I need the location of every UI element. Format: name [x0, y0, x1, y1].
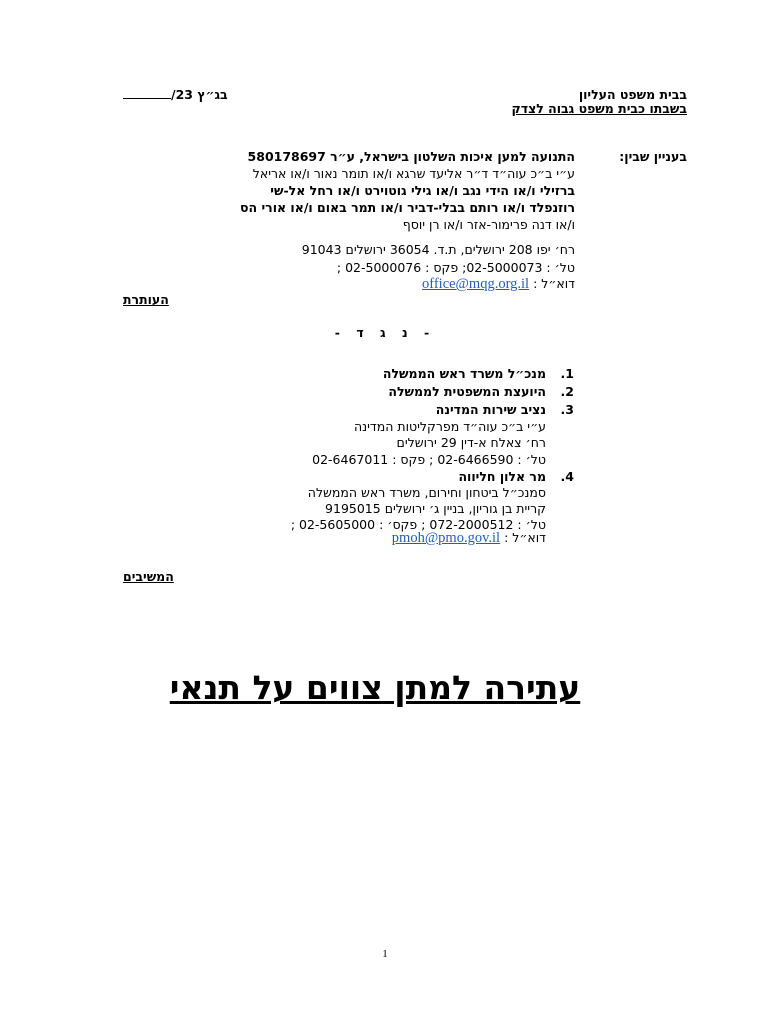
respondent-name: מר אלון חליווה: [458, 469, 546, 484]
respondent-detail: סמנכ״ל ביטחון וחירום, משרד ראש הממשלה: [307, 485, 546, 500]
page-number: 1: [382, 948, 388, 960]
petitioner-address: רח׳ יפו 208 ירושלים, ת.ד. 36054 ירושלים 91043: [301, 242, 575, 257]
respondent-email-link[interactable]: pmoh@pmo.gov.il: [391, 530, 501, 546]
petitioner-phone: טל׳ : 02-5000073; פקס : 02-5000076 ;: [336, 260, 575, 275]
case-number-blank: [123, 87, 171, 99]
email-label: דוא״ל :: [533, 276, 575, 291]
respondent-number: 1.: [560, 366, 574, 381]
petitioner-email-row: [422, 276, 575, 293]
respondent-name: נציב שירות המדינה: [435, 402, 546, 417]
respondent-detail: קריית בן גוריון, בניין ג׳ ירושלים 9195015: [325, 501, 546, 516]
respondent-number: 2.: [560, 384, 574, 399]
respondent-detail: טל׳ : 02-6466590 ; פקס : 02-6467011: [312, 452, 546, 467]
respondent-name: מנכ״ל משרד ראש הממשלה: [382, 366, 546, 381]
petitioner-role: העותרת: [123, 292, 169, 307]
court-name: בבית משפט העליון: [578, 87, 687, 102]
petitioner-counsel-line: ו/או דנה פרימור-אזר ו/או רן יוסף: [402, 217, 575, 232]
versus-separator: - נ ג ד -: [334, 325, 436, 340]
respondent-detail: רח׳ צאלח א-דין 29 ירושלים: [396, 435, 546, 450]
email-label: דוא״ל :: [504, 530, 546, 545]
respondent-email-row: [392, 530, 546, 547]
case-number-prefix: בג״ץ 23/: [171, 87, 228, 102]
document-title: עתירה למתן צווים על תנאי: [169, 668, 581, 707]
court-subtitle: בשבתו כבית משפט גבוה לצדק: [511, 101, 687, 116]
petitioner-counsel-line: ברזילי ו/או הידי נגב ו/או גילי גוטוירט ו/או רחל אל-שי: [270, 183, 575, 198]
petitioner-counsel-line: ע״י ב״כ עוה״ד ד״ר אליעד שרגא ו/או תומר נאור ו/או אריאל: [252, 166, 575, 181]
respondent-number: 3.: [560, 402, 574, 417]
petitioner-email-link[interactable]: office@mqg.org.il: [422, 276, 530, 292]
case-number: [123, 87, 228, 102]
respondents-role: המשיבים: [123, 569, 174, 584]
respondent-detail: ע״י ב״כ עוה״ד מפרקליטות המדינה: [353, 419, 546, 434]
respondent-detail: טל׳ : 072-2000512 ; פקס׳ : 02-5605000 ;: [290, 517, 546, 532]
petitioner-counsel-line: רוזנפלד ו/או רותם בבלי-דביר ו/או תמר באום ו/או אורי הס: [240, 200, 575, 215]
respondent-number: 4.: [560, 469, 574, 484]
respondent-name: היועצת המשפטית לממשלה: [388, 384, 546, 399]
petitioner-org-name: התנועה למען איכות השלטון בישראל, ע״ר 580178697: [247, 149, 575, 164]
matter-label: בעניין שבין:: [619, 149, 687, 164]
